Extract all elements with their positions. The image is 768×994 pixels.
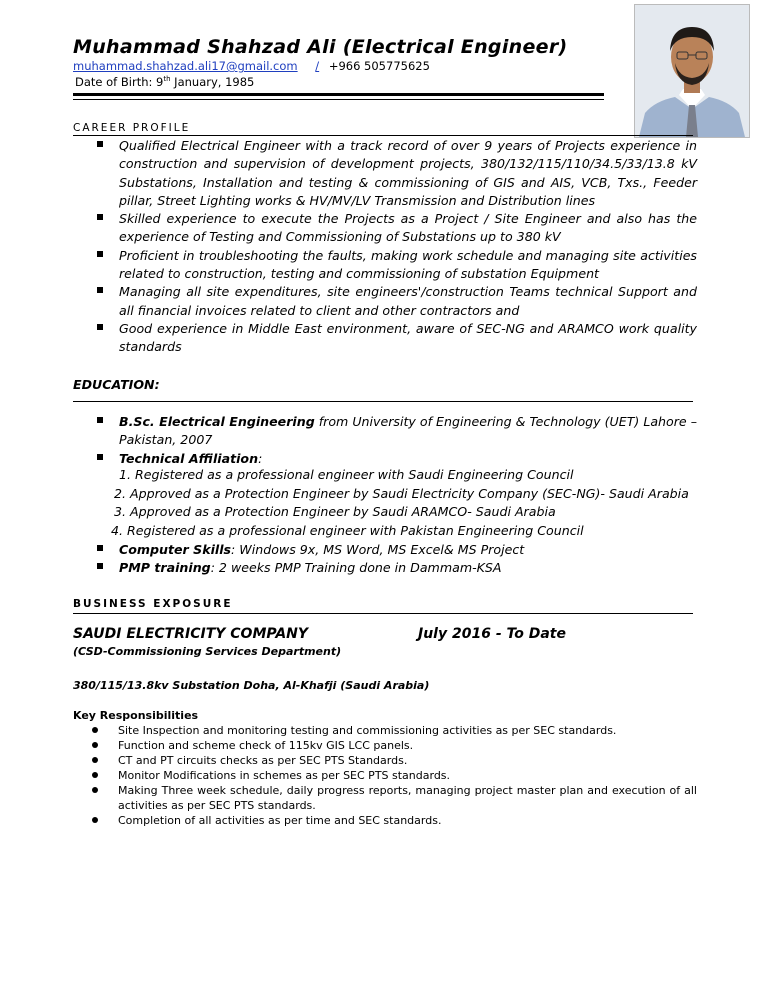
profile-photo xyxy=(634,4,750,138)
career-item-text: Skilled experience to execute the Projects as a Project / Site Engineer and also has the experience of Testing and Commissioning of Substations up to 380 kV xyxy=(119,211,697,245)
candidate-name: Muhammad Shahzad Ali (Electrical Engineer) xyxy=(73,36,568,58)
contact-separator: / xyxy=(315,59,320,73)
career-profile-rule xyxy=(73,135,693,136)
square-bullet-icon xyxy=(97,287,103,293)
list-item xyxy=(73,813,697,828)
affiliation-colon: : xyxy=(258,450,263,466)
round-bullet-icon xyxy=(92,817,98,823)
phone-number: +966 505775625 xyxy=(328,59,430,73)
list-item xyxy=(73,413,697,450)
responsibility-text: Function and scheme check of 115kv GIS LCC panels. xyxy=(118,739,414,752)
email-link[interactable]: muhammad.shahzad.ali17@gmail.com xyxy=(73,59,298,73)
list-item xyxy=(73,450,697,468)
round-bullet-icon xyxy=(92,757,98,763)
round-bullet-icon xyxy=(92,727,98,733)
company-name: SAUDI ELECTRICITY COMPANY xyxy=(73,626,309,642)
pmp-text: : 2 weeks PMP Training done in Dammam-KSA xyxy=(210,560,502,576)
education-heading: EDUCATION: xyxy=(73,377,160,392)
career-item-text: Managing all site expenditures, site engineers'/construction Teams technical Support and all financial invoices related to client and other contractors and xyxy=(119,284,697,318)
career-profile-list xyxy=(73,137,697,357)
affiliation-label: Technical Affiliation xyxy=(119,450,259,466)
responsibilities-list xyxy=(73,723,697,828)
date-of-birth xyxy=(75,75,254,89)
responsibility-text: Completion of all activities as per time and SEC standards. xyxy=(118,814,442,827)
dob-prefix: Date of Birth: 9 xyxy=(75,75,164,89)
affiliation-item: 2. Approved as a Protection Engineer by Saudi Electricity Company (SEC-NG)- Saudi Arabia xyxy=(114,486,689,501)
header-rule-thick xyxy=(73,93,604,96)
computer-skills-text: : Windows 9x, MS Word, MS Excel& MS Project xyxy=(231,542,525,557)
list-item xyxy=(73,210,697,247)
list-item xyxy=(73,738,697,753)
square-bullet-icon xyxy=(97,324,103,330)
affiliation-item: 3. Approved as a Protection Engineer by Saudi ARAMCO- Saudi Arabia xyxy=(114,504,556,519)
list-item xyxy=(73,559,697,577)
key-responsibilities-heading: Key Responsibilities xyxy=(73,709,199,722)
affiliation-item: 4. Registered as a professional engineer with Pakistan Engineering Council xyxy=(111,523,584,538)
career-item-text: Good experience in Middle East environment, aware of SEC-NG and ARAMCO work quality standards xyxy=(119,320,697,355)
square-bullet-icon xyxy=(97,545,103,551)
responsibility-text: CT and PT circuits checks as per SEC PTS Standards. xyxy=(118,754,408,767)
skills-list xyxy=(73,541,697,578)
square-bullet-icon xyxy=(97,141,103,147)
degree-title: B.Sc. Electrical Engineering xyxy=(119,414,315,429)
responsibility-text: Monitor Modifications in schemes as per SEC PTS standards. xyxy=(118,769,451,782)
career-item-text: Qualified Electrical Engineer with a track record of over 9 years of Projects experience in construction and supervision of development projects, 380/132/115/110/34.5/33/13.8 kV Substations, Installation and testing & commissioning of GIS and AIS, VCB, Txs., Feeder pillar, Street Lighting works & HV/MV/LV Transmission and Distribution lines xyxy=(119,138,697,208)
department-name: (CSD-Commissioning Services Department) xyxy=(73,645,342,658)
square-bullet-icon xyxy=(97,417,103,423)
dob-suffix: January, 1985 xyxy=(170,75,255,89)
list-item xyxy=(73,768,697,783)
pmp-label: PMP training xyxy=(119,560,211,576)
square-bullet-icon xyxy=(97,454,103,460)
round-bullet-icon xyxy=(92,772,98,778)
round-bullet-icon xyxy=(92,787,98,793)
square-bullet-icon xyxy=(97,563,103,569)
list-item xyxy=(73,283,697,320)
career-profile-heading: CAREER PROFILE xyxy=(73,122,191,134)
list-item xyxy=(73,137,697,210)
degree-detail: from University of Engineering & Technology (UET) Lahore – Pakistan, 2007 xyxy=(119,414,697,448)
list-item xyxy=(73,247,697,284)
portrait-image xyxy=(635,5,749,137)
responsibility-text: Making Three week schedule, daily progress reports, managing project master plan and execution of all activities as per SEC PTS standards. xyxy=(118,784,697,812)
employment-dates: July 2016 - To Date xyxy=(418,626,566,642)
education-rule xyxy=(73,401,693,402)
affiliation-item: 1. Registered as a professional engineer with Saudi Engineering Council xyxy=(119,467,574,482)
computer-skills-label: Computer Skills xyxy=(119,542,232,557)
list-item xyxy=(73,783,697,813)
responsibility-text: Site Inspection and monitoring testing and commissioning activities as per SEC standards. xyxy=(118,724,617,737)
list-item xyxy=(73,541,697,559)
list-item xyxy=(73,723,697,738)
site-name: 380/115/13.8kv Substation Doha, Al-Khafji (Saudi Arabia) xyxy=(73,679,430,692)
education-list xyxy=(73,413,697,468)
square-bullet-icon xyxy=(97,214,103,220)
career-item-text: Proficient in troubleshooting the faults, making work schedule and managing site activities related to construction, testing and commissioning of substation Equipment xyxy=(119,247,697,282)
contact-line xyxy=(73,59,430,73)
square-bullet-icon xyxy=(97,251,103,257)
dob-ordinal: th xyxy=(163,75,171,84)
business-exposure-rule xyxy=(73,613,693,614)
list-item xyxy=(73,320,697,357)
list-item xyxy=(73,753,697,768)
round-bullet-icon xyxy=(92,742,98,748)
header-rule-thin xyxy=(73,99,604,100)
business-exposure-heading: BUSINESS EXPOSURE xyxy=(73,598,233,610)
